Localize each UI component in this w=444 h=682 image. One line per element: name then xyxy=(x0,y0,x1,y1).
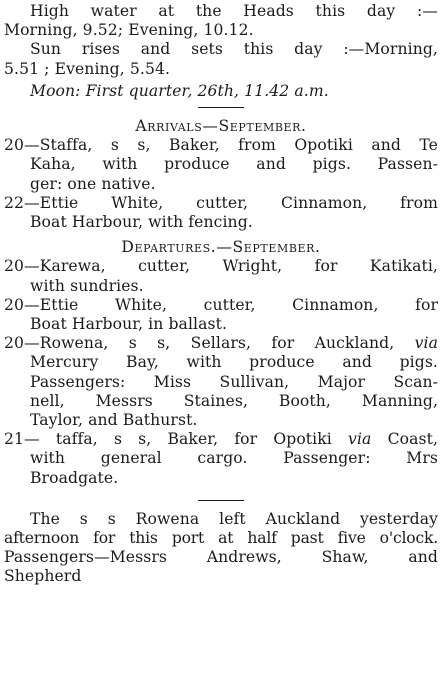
section-divider-1 xyxy=(198,107,244,108)
departure-3-line-3: Passengers: Miss Sullivan, Major Scan- xyxy=(30,372,438,391)
departure-4-line-1-end: Coast, xyxy=(371,430,439,449)
section-divider-2 xyxy=(198,500,244,501)
departure-2-line-2: Boat Harbour, in ballast. xyxy=(30,315,228,334)
notice-line-3: Passengers—Messrs Andrews, Shaw, and xyxy=(4,548,438,567)
notice-line-4: Shepherd xyxy=(4,567,82,586)
departure-3-line-5: Taylor, and Bathurst. xyxy=(30,411,198,430)
arrivals-heading: Arrivals—September. xyxy=(135,117,307,136)
arrival-2-line-2: Boat Harbour, with fencing. xyxy=(30,213,253,232)
departure-4-line-3: Broadgate. xyxy=(30,468,119,487)
arrival-1-line-3: ger: one native. xyxy=(30,174,156,193)
departure-2-line-1: 20—Ettie White, cutter, Cinnamon, for xyxy=(4,295,438,314)
tides-section xyxy=(4,2,438,101)
departure-4-line-1 xyxy=(4,430,438,449)
tide-line-1: High water at the Heads this day :— xyxy=(30,2,438,20)
departures-heading: Departures.—September. xyxy=(121,238,321,257)
arrival-1-line-1: 20—Staffa, s s, Baker, from Opotiki and Te xyxy=(4,136,438,155)
sun-line-1: Sun rises and sets this day :—Morning, xyxy=(30,40,438,59)
departure-4-line-1-text: 21— taffa, s s, Baker, for Opotiki xyxy=(4,430,349,449)
notice-line-2: afternoon for this port at half past five o'clock. xyxy=(4,529,438,548)
moon-line: Moon: First quarter, 26th, 11.42 a.m. xyxy=(30,81,329,100)
departure-3-via: via xyxy=(414,334,438,353)
arrival-1-line-2: Kaha, with produce and pigs. Passen- xyxy=(30,155,438,174)
notice-line-1: The s s Rowena left Auckland yesterday xyxy=(30,509,438,528)
sun-line-2: 5.51 ; Evening, 5.54. xyxy=(4,59,171,78)
departure-3-line-4: nell, Messrs Staines, Booth, Manning, xyxy=(30,391,438,410)
notice-section xyxy=(4,510,438,587)
arrivals-section xyxy=(4,117,438,232)
departure-1-line-1: 20—Karewa, cutter, Wright, for Katikati, xyxy=(4,257,438,276)
departure-3-line-1-text: 20—Rowena, s s, Sellars, for Auckland, xyxy=(4,334,415,353)
departure-3-line-1 xyxy=(4,334,438,353)
departure-3-line-2: Mercury Bay, with produce and pigs. xyxy=(30,353,438,372)
departure-1-line-2: with sundries. xyxy=(30,276,144,295)
tide-line-2: Morning, 9.52; Evening, 10.12. xyxy=(4,21,254,40)
departures-section xyxy=(4,238,438,488)
departure-4-line-2: with general cargo. Passenger: Mrs xyxy=(30,449,438,468)
arrival-2-line-1: 22—Ettie White, cutter, Cinnamon, from xyxy=(4,193,438,212)
departure-4-via: via xyxy=(348,430,372,449)
